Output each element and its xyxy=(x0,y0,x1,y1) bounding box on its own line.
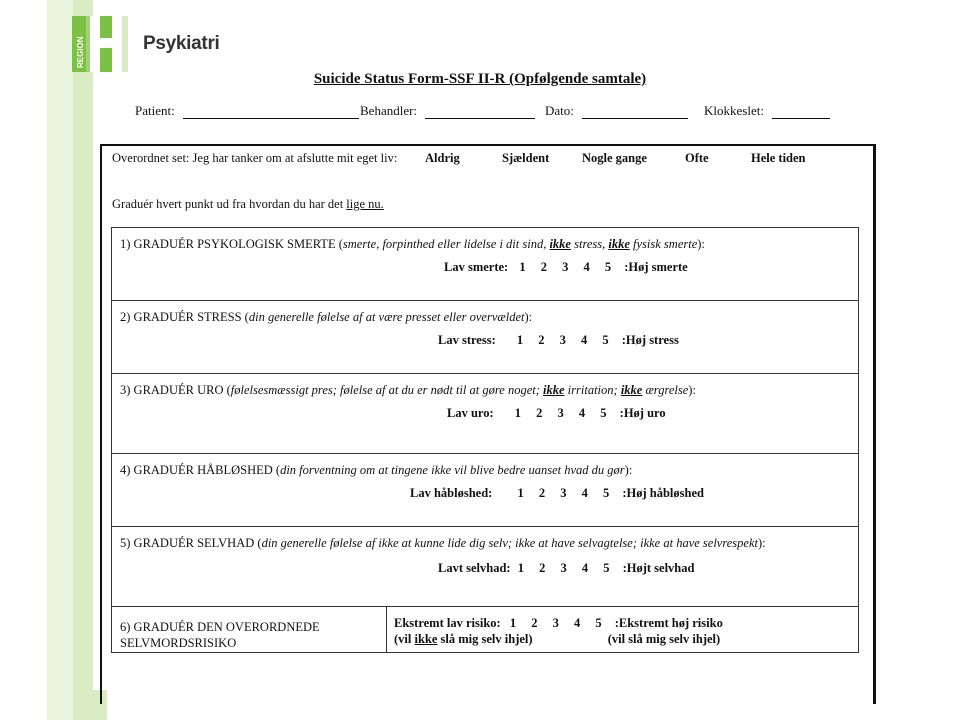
scale-4: 4 xyxy=(581,333,588,347)
form-title: Suicide Status Form-SSF II-R (Opfølgende samtale) xyxy=(313,71,647,87)
scale-low-label: Lav uro: xyxy=(447,406,494,420)
scale-2: 2 xyxy=(531,616,538,630)
scale-3: 3 xyxy=(559,333,566,347)
side-band-pale xyxy=(47,0,73,720)
region-h-logo xyxy=(72,16,128,72)
scale-4: 4 xyxy=(581,561,589,575)
overall-risk-scale xyxy=(394,615,723,647)
scale-5: 5 xyxy=(602,486,610,500)
overall-question: Overordnet set: Jeg har tanker om at afslutte mit eget liv: xyxy=(112,151,398,165)
rating-scale xyxy=(410,486,704,501)
rating-scale xyxy=(438,561,694,576)
rating-row-self-hate xyxy=(112,527,858,607)
scale-high-label: :Høj smerte xyxy=(624,260,688,274)
scale-2: 2 xyxy=(538,333,545,347)
rating-row-hopelessness xyxy=(112,454,858,527)
rating-row-overall-risk xyxy=(112,607,858,653)
scale-1: 1 xyxy=(517,486,524,500)
scale-5: 5 xyxy=(603,561,610,575)
scale-5: 5 xyxy=(600,406,607,420)
logo-word: REGION xyxy=(76,36,85,68)
date-field: Dato: xyxy=(545,103,688,119)
overall-option-often: Ofte xyxy=(685,151,709,165)
scale-4: 4 xyxy=(583,260,590,274)
scale-4: 4 xyxy=(581,486,588,500)
scale-5: 5 xyxy=(602,333,609,347)
scale-4: 4 xyxy=(573,616,581,630)
scale-3: 3 xyxy=(562,260,569,274)
scale-2: 2 xyxy=(539,561,546,575)
time-field: Klokkeslet: xyxy=(704,103,830,119)
overall-option-never: Aldrig xyxy=(425,151,460,165)
overall-option-sometimes: Nogle gange xyxy=(582,151,647,165)
scale-2: 2 xyxy=(536,406,543,420)
scale-2: 2 xyxy=(538,486,546,500)
scale-3: 3 xyxy=(557,406,564,420)
scale-low-label: Lav smerte: xyxy=(444,260,509,274)
scale-2: 2 xyxy=(540,260,547,274)
patient-field: Patient: xyxy=(135,103,359,119)
grade-instructions: Graduér hvert punkt ud fra hvordan du har det lige nu. xyxy=(112,197,384,211)
scale-high-label: :Høj håbløshed xyxy=(622,486,704,500)
rating-scale xyxy=(438,333,679,348)
rating-question: 5) GRADUÉR SELVHAD (din generelle følelse af ikke at kunne lide dig selv; ikke at have selvagtelse; ikke at have selvrespekt): xyxy=(120,536,766,550)
rating-scale xyxy=(444,260,688,275)
overall-option-rarely: Sjældent xyxy=(502,151,550,165)
rating-question: 1) GRADUÉR PSYKOLOGISK SMERTE (smerte, forpinthed eller lidelse i dit sind, ikke stress, ikke fysisk smerte): xyxy=(120,237,705,251)
scale-low-label: Lavt selvhad: xyxy=(438,561,511,575)
scale-1: 1 xyxy=(516,333,524,347)
scale-1: 1 xyxy=(514,406,522,420)
scale-3: 3 xyxy=(560,486,567,500)
scale-5: 5 xyxy=(604,260,612,274)
rating-row-agitation xyxy=(112,374,858,454)
rating-question: 2) GRADUÉR STRESS (din generelle følelse af at være presset eller overvældet): xyxy=(120,310,533,324)
scale-high-label: :Højt selvhad xyxy=(622,561,695,575)
therapist-field: Behandler: xyxy=(360,103,535,119)
scale-3: 3 xyxy=(552,616,559,630)
scale-low-label: Lav stress: xyxy=(438,333,496,347)
scale-high-label: :Høj stress xyxy=(621,333,679,347)
rating-question: 4) GRADUÉR HÅBLØSHED (din forventning om at tingene ikke vil blive bedre uanset hvad du gør): xyxy=(120,463,633,477)
scale-1: 1 xyxy=(509,616,517,630)
scale-low-label: Lav håbløshed: xyxy=(410,486,493,500)
scale-1: 1 xyxy=(517,561,524,575)
scale-high-label: :Høj uro xyxy=(619,406,666,420)
scale-high-label: :Ekstremt høj risiko xyxy=(614,616,723,630)
high-sub-label: (vil slå mig selv ihjel) xyxy=(607,632,721,646)
rating-row-pain xyxy=(112,228,858,301)
rating-row-stress xyxy=(112,301,858,374)
rating-scale xyxy=(447,406,666,421)
brand-name: Psykiatri xyxy=(143,33,220,54)
scale-5: 5 xyxy=(595,616,602,630)
overall-option-always: Hele tiden xyxy=(751,151,806,165)
scale-4: 4 xyxy=(578,406,586,420)
column-divider xyxy=(386,607,387,652)
rating-question: 3) GRADUÉR URO (følelsesmæssigt pres; følelse af at du er nødt til at gøre noget; ikke irritation; ikke ærgrelse): xyxy=(120,383,696,397)
scale-low-label: Ekstremt lav risiko: xyxy=(394,616,501,630)
scale-1: 1 xyxy=(519,260,526,274)
overall-risk-question: 6) GRADUÉR DEN OVERORDNEDE SELVMORDSRISIKO xyxy=(120,620,320,650)
rating-table xyxy=(111,227,859,653)
scale-3: 3 xyxy=(560,561,567,575)
low-sub-label: (vil ikke slå mig selv ihjel) xyxy=(394,632,533,646)
